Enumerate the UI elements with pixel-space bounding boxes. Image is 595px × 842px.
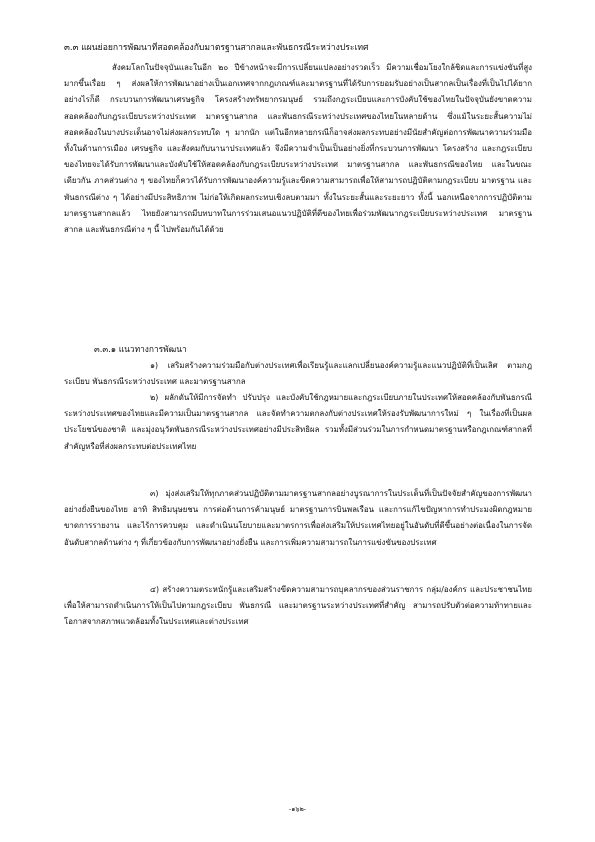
- list-item-4: ๔) สร้างความตระหนักรู้และเสริมสร้างขีดความสามารถบุคลากรของส่วนราชการ กลุ่ม/องค์กร และประชาชนไทย เพื่อให้สามารถดำเนินการให้เป็นไปตามกฎระเบียบ พันธกรณี และมาตรฐานระหว่างประเทศที่สำคัญ สามารถปรับตัวต่อความท้าทายและโอกาสจากสภาพแวดล้อมทั้งในประเทศและต่างประเทศ: [64, 585, 532, 627]
- list-item-2: ๒) ผลักดันให้มีการจัดทำ ปรับปรุง และบังคับใช้กฎหมายและกฎระเบียบภายในประเทศให้สอดคล้องกับพันธกรณีระหว่างประเทศของไทยและมีความเป็นมาตรฐานสากล และจัดทำความตกลงกับต่างประเทศให้รองรับพัฒนาการใหม่ ๆ ในเรื่องที่เป็นผลประโยชน์ของชาติ และมุ่งอนุวัตพันธกรณีระหว่างประเทศอย่างมีประสิทธิผล รวมทั้งมีส่วนร่วมในการกำหนดมาตรฐานหรือกฎเกณฑ์สากลที่สำคัญหรือที่ส่งผลกระทบต่อประเทศไทย: [64, 393, 532, 451]
- intro-paragraph: สังคมโลกในปัจจุบันและในอีก ๒๐ ปีข้างหน้าจะมีการเปลี่ยนแปลงอย่างรวดเร็ว มีความเชื่อมโยงใกล้ชิดและการแข่งขันที่สูงมากขึ้นเรื่อย ๆ ส่งผลให้การพัฒนาอย่างเป็นเอกเทศจากกฎเกณฑ์และมาตรฐานที่ได้รับการยอมรับอย่างเป็นสากลเป็นเรื่องที่เป็นไปได้ยาก อย่างไรก็ดี กระบวนการพัฒนาเศรษฐกิจ โครงสร้างทรัพยากรมนุษย์ รวมถึงกฎระเบียบและการบังคับใช้ของไทยในปัจจุบันยังขาดความสอดคล้องกับกฎระเบียบระหว่างประเทศ มาตรฐานสากล และพันธกรณีระหว่างประเทศของไทยในหลายด้าน ซึ่งแม้ในระยะสั้นความไม่สอดคล้องในบางประเด็นอาจไม่ส่งผลกระทบใด ๆ มากนัก แต่ในอีกหลายกรณีก็อาจส่งผลกระทบอย่างมีนัยสำคัญต่อการพัฒนาความร่วมมือทั้งในด้านการเมือง เศรษฐกิจ และสังคมกับนานาประเทศแล้ว จึงมีความจำเป็นเป็นอย่างยิ่งที่กระบวนการพัฒนา โครงสร้าง และกฎระเบียบของไทยจะได้รับการพัฒนาและบังคับใช้ให้สอดคล้องกับกฎระเบียบระหว่างประเทศ มาตรฐานสากล และพันธกรณีของไทย และในขณะเดียวกัน ภาคส่วนต่าง ๆ ของไทยก็ควรได้รับการพัฒนาองค์ความรู้และขีดความสามารถเพื่อให้สามารถปฏิบัติตามกฎระเบียบ มาตรฐาน และพันธกรณีต่าง ๆ ได้อย่างมีประสิทธิภาพ ไม่ก่อให้เกิดผลกระทบเชิงลบตามมา ทั้งในระยะสั้นและระยะยาว ทั้งนี้ นอกเหนือจากการปฏิบัติตามมาตรฐานสากลแล้ว ไทยยังสามารถมีบทบาทในการร่วมเสนอแนวปฏิบัติที่ดีของไทยเพื่อร่วมพัฒนากฎระเบียบระหว่างประเทศ มาตรฐานสากล และพันธกรณีต่าง ๆ นี้ ไปพร้อมกันได้ด้วย: [64, 63, 532, 235]
- list-item-3: ๓) มุ่งส่งเสริมให้ทุกภาคส่วนปฏิบัติตามมาตรฐานสากลอย่างบูรณาการในประเด็นที่เป็นปัจจัยสำคัญของการพัฒนาอย่างยั่งยืนของไทย อาทิ สิทธิมนุษยชน การต่อต้านการค้ามนุษย์ มาตรฐานการบินพลเรือน และการแก้ไขปัญหาการทำประมงผิดกฎหมาย ขาดการรายงาน และไร้การควบคุม และดำเนินนโยบายและมาตรการเพื่อส่งเสริมให้ประเทศไทยอยู่ในอันดับที่ดีขึ้นอย่างต่อเนื่องในการจัดอันดับสากลด้านต่าง ๆ ที่เกี่ยวข้องกับการพัฒนาอย่างยั่งยืน และการเพิ่มความสามารถในการแข่งขันของประเทศ: [64, 489, 532, 547]
- subheading: ๓.๓.๑ แนวทางการพัฒนา: [94, 344, 187, 354]
- list-item-1: ๑) เสริมสร้างความร่วมมือกับต่างประเทศเพื่อเรียนรู้และแลกเปลี่ยนองค์ความรู้และแนวปฏิบัติที่เป็นเลิศ ตามกฎระเบียบ พันธกรณีระหว่างประเทศ และมาตรฐานสากล: [64, 361, 532, 387]
- page-number: -๑๖๒-: [288, 805, 307, 813]
- section-heading: ๓.๓ แผนย่อยการพัฒนาที่สอดคล้องกับมาตรฐานสากลและพันธกรณีระหว่างประเทศ: [64, 43, 369, 53]
